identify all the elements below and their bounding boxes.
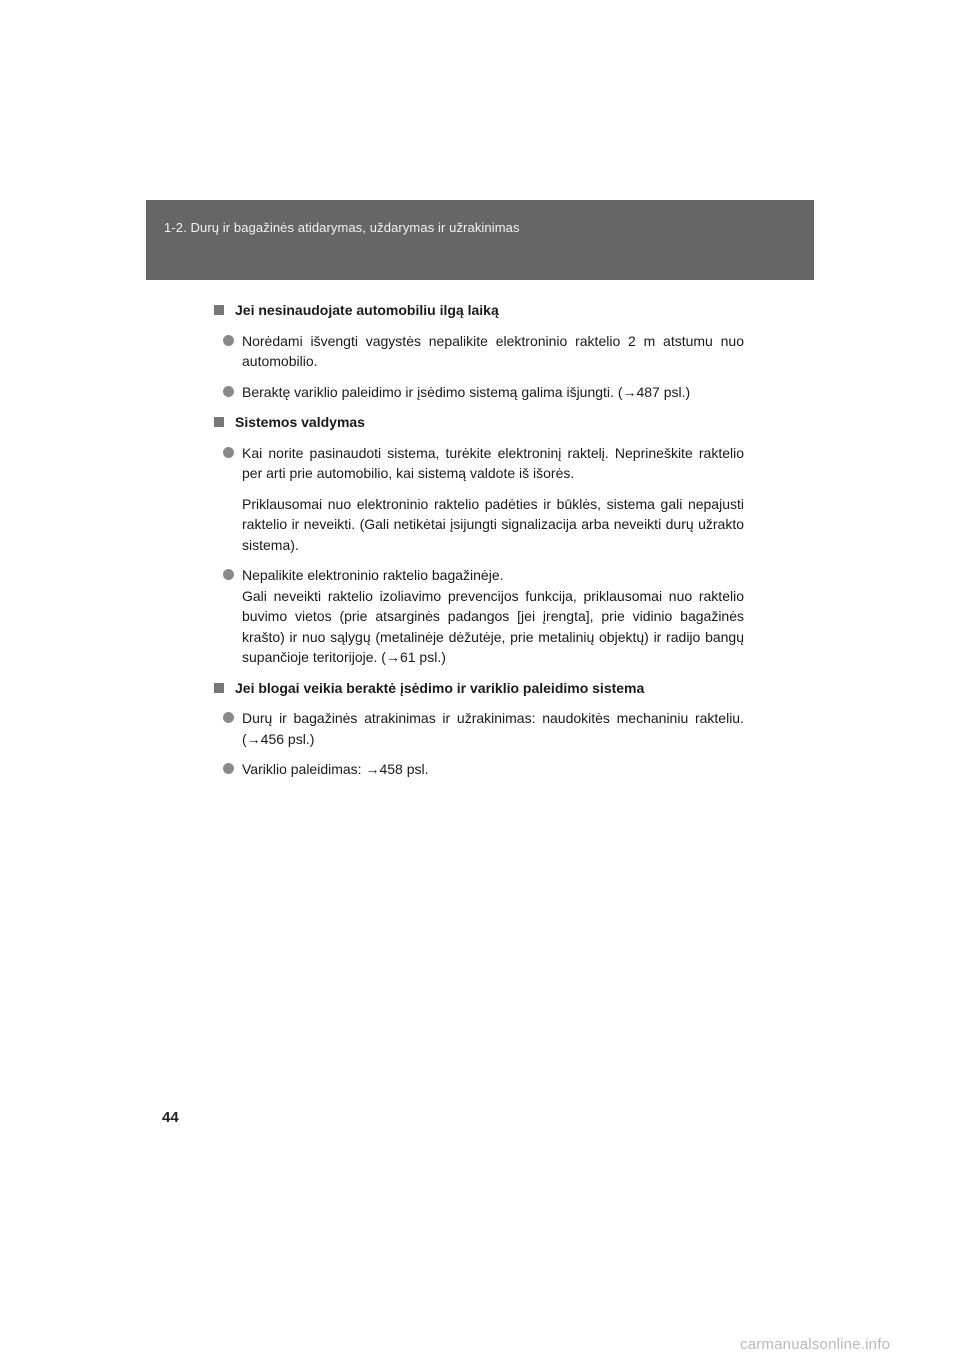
list-item	[212, 382, 744, 403]
watermark-logo[interactable]: carmanualsonline.info	[740, 1336, 891, 1353]
list-item	[212, 565, 744, 668]
section-heading-text: Jei blogai veikia beraktė įsėdimo ir variklio paleidimo sistema	[235, 679, 645, 696]
item-text: Gali neveikti raktelio izoliavimo prevencijos funkcija, priklausomai nuo raktelio buvimo vietos (prie atsarginės padangos [jei įrengta], prie vidinio bagažinės krašto) ir nuo sąlygų (metalinėje dėžutėje, prie metalinių objektų) ir radijo bangų supančioje teritorijoje. (→61 psl.)	[242, 587, 744, 665]
item-text: Priklausomai nuo elektroninio raktelio padėties ir būklės, sistema gali nepajusti raktelio ir neveikti. (Gali netikėtai įsijungti signalizacija arba neveikti durų užrakto sistema).	[242, 495, 744, 553]
circle-bullet-icon	[223, 447, 234, 458]
section-long-term-storage	[212, 300, 744, 402]
section-malfunction	[212, 678, 744, 780]
item-text: Beraktę variklio paleidimo ir įsėdimo sistemą galima išjungti. (→487 psl.)	[242, 383, 691, 400]
circle-bullet-icon	[223, 712, 234, 723]
list-item	[212, 443, 744, 556]
section-header-bar	[146, 200, 814, 280]
section-heading-text: Sistemos valdymas	[235, 414, 365, 430]
section-heading	[212, 412, 744, 433]
circle-bullet-icon	[223, 386, 234, 397]
main-content	[212, 300, 744, 790]
section-heading	[212, 678, 744, 699]
circle-bullet-icon	[223, 763, 234, 774]
square-bullet-icon	[214, 305, 224, 315]
circle-bullet-icon	[223, 569, 234, 580]
item-text: Variklio paleidimas: →458 psl.	[242, 761, 429, 777]
item-text: Norėdami išvengti vagystės nepalikite elektroninio raktelio 2 m atstumu nuo automobilio.	[242, 332, 744, 369]
item-text: Durų ir bagažinės atrakinimas ir užrakinimas: naudokitės mechaniniu rakteliu. (→456 psl.)	[242, 710, 744, 747]
circle-bullet-icon	[223, 335, 234, 346]
square-bullet-icon	[214, 683, 224, 693]
section-heading	[212, 300, 744, 321]
list-item	[212, 331, 744, 372]
page-number: 44	[162, 1109, 179, 1126]
section-system-operation	[212, 412, 744, 668]
item-text: Nepalikite elektroninio raktelio bagažinėje.	[242, 567, 504, 583]
section-title: 1-2. Durų ir bagažinės atidarymas, uždarymas ir užrakinimas	[164, 220, 520, 235]
list-item	[212, 708, 744, 749]
item-text: Kai norite pasinaudoti sistema, turėkite elektroninį raktelį. Neprineškite raktelio per arti prie automobilio, kai sistemą valdote iš išorės.	[242, 444, 744, 481]
section-heading-text: Jei nesinaudojate automobiliu ilgą laiką	[235, 302, 499, 318]
list-item	[212, 759, 744, 780]
square-bullet-icon	[214, 417, 224, 427]
